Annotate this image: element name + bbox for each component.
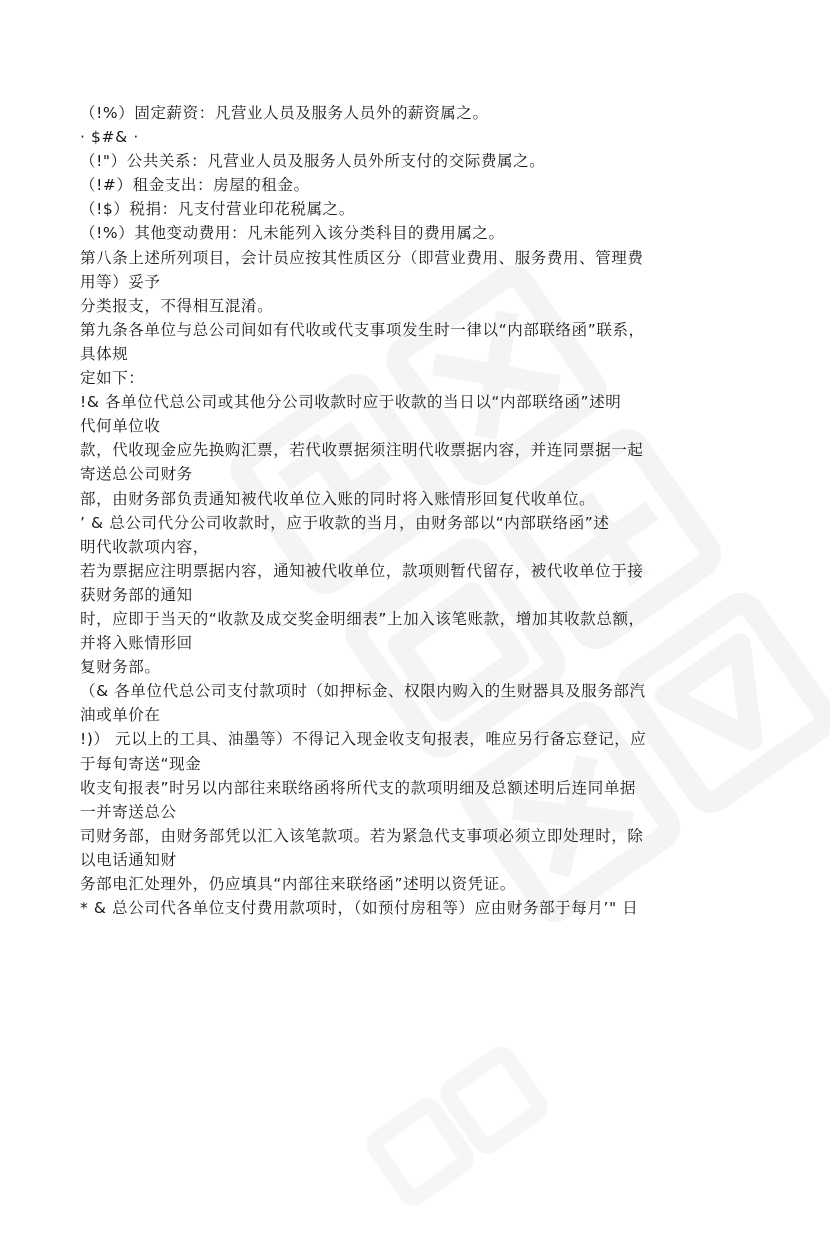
text-line: 第九条各单位与总公司间如有代收或代支事项发生时一律以“内部联络函”联系， xyxy=(80,320,645,339)
text-line: 明代收款项内容， xyxy=(80,537,209,556)
text-line: 获财务部的通知 xyxy=(80,585,193,604)
text-line: 于每旬寄送“现金 xyxy=(80,754,202,773)
text-line: （!%）固定薪资：凡营业人员及服务人员外的薪资属之。 xyxy=(80,104,489,122)
text-line: 以电话通知财 xyxy=(80,850,177,869)
text-line: 定如下： xyxy=(80,369,145,388)
document-body xyxy=(80,101,760,920)
watermark-fragment-icon xyxy=(344,1023,577,1236)
text-line: （!$）税捐：凡支付营业印花税属之。 xyxy=(80,200,355,219)
text-line: 并将入账情形回 xyxy=(80,634,193,653)
text-line: 款，代收现金应先换购汇票，若代收票据须注明代收票据内容，并连同票据一起 xyxy=(80,441,644,460)
text-line: 油或单价在 xyxy=(80,706,161,725)
text-line: · $#& · xyxy=(80,128,139,147)
text-line: !& 各单位代总公司或其他分公司收款时应于收款的当日以“内部联络函”述明 xyxy=(80,393,622,412)
text-line: 具体规 xyxy=(80,344,129,363)
text-line: 用等）妥予 xyxy=(80,272,161,291)
text-line: （!"）公共关系：凡营业人员及服务人员外所支付的交际费属之。 xyxy=(80,152,546,171)
text-line: （!%）其他变动费用：凡未能列入该分类科目的费用属之。 xyxy=(80,224,505,243)
text-line: 一并寄送总公 xyxy=(80,802,177,821)
text-line: !)） 元以上的工具、油墨等）不得记入现金收支旬报表，唯应另行备忘登记，应 xyxy=(80,730,647,749)
text-line: （!#）租金支出：房屋的租金。 xyxy=(80,176,310,195)
text-line: （& 各单位代总公司支付款项时（如押标金、权限内购入的生财器具及服务部汽 xyxy=(80,682,646,701)
text-line: 部，由财务部负责通知被代收单位入账的同时将入账情形回复代收单位。 xyxy=(80,489,596,508)
text-line: 务部电汇处理外，仍应填具“内部往来联络函”述明以资凭证。 xyxy=(80,875,516,893)
text-line: 时，应即于当天的“收款及成交奖金明细表”上加入该笔账款，增加其收款总额， xyxy=(80,609,645,628)
text-line: 复财务部。 xyxy=(80,658,161,677)
text-line: 若为票据应注明票据内容，通知被代收单位，款项则暂代留存，被代收单位于接 xyxy=(80,561,644,580)
text-line: 分类报支，不得相互混淆。 xyxy=(80,296,274,315)
text-line: 寄送总公司财务 xyxy=(80,465,193,484)
text-line: * & 总公司代各单位支付费用款项时，（如预付房租等）应由财务部于每月’" 日 xyxy=(80,899,639,918)
text-line: 第八条上述所列项目，会计员应按其性质区分（即营业费用、服务费用、管理费 xyxy=(80,248,644,267)
text-line: ’ & 总公司代分公司收款时，应于收款的当月，由财务部以“内部联络函”述 xyxy=(80,513,610,532)
text-line: 代何单位收 xyxy=(80,417,161,436)
text-line: 司财务部，由财务部凭以汇入该笔款项。若为紧急代支事项必须立即处理时，除 xyxy=(80,826,644,845)
text-line: 收支旬报表”时另以内部往来联络函将所代支的款项明细及总额述明后连同单据 xyxy=(80,778,637,797)
